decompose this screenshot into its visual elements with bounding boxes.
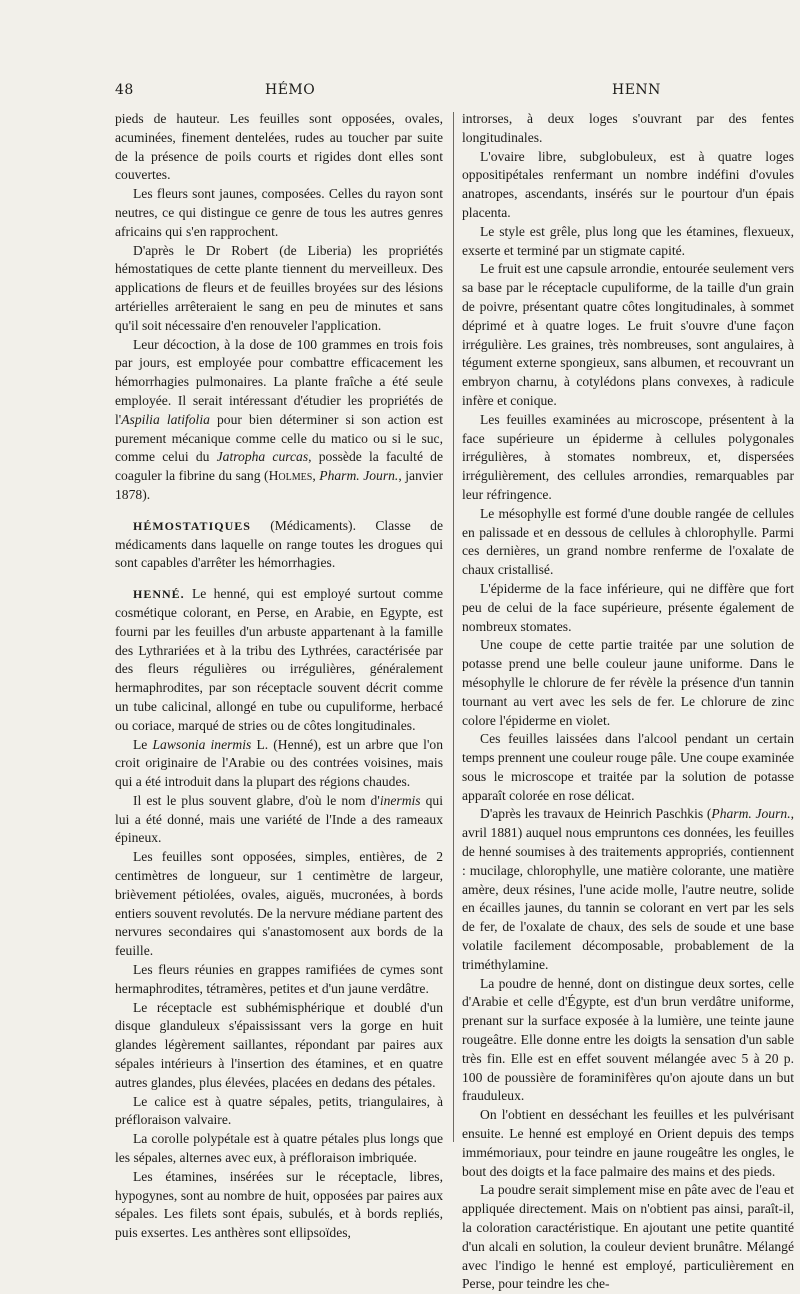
right-column bbox=[462, 110, 794, 1294]
entry-hemostatiques: HÉMOSTATIQUES (Médicaments). Classe de médicaments dans laquelle on range toutes les drogues qui sont capables d'arrêter les hémorrhagies. bbox=[115, 517, 443, 571]
column-divider bbox=[453, 112, 454, 1142]
paragraph: Le style est grêle, plus long que les étamines, flexueux, exserte et terminé par un stigmate capité. bbox=[462, 223, 794, 258]
paragraph: Le calice est à quatre sépales, petits, triangulaires, à préfloraison valvaire. bbox=[115, 1093, 443, 1128]
paragraph: Les feuilles sont opposées, simples, entières, de 2 centimètres de longueur, sur 1 centimètre de largeur, brièvement pétiolées, ovales, aiguës, mucronées, à bords entiers souvent revolutés. De la nervure médiane partent des nervures secondaires qui s'anastomosent aux bords de la feuille. bbox=[115, 849, 444, 959]
paragraph: L'ovaire libre, subglobuleux, est à quatre loges oppositipétales renfermant un nombre indéfini d'ovules anatropes, ascendants, insérés sur le pourtour d'un épais placenta. bbox=[462, 148, 794, 220]
page-number: 48 bbox=[115, 82, 134, 98]
paragraph: Les étamines, insérées sur le réceptacle, libres, hypogynes, sont au nombre de huit, opposées par paires aux sépales. Les filets sont épais, subulés, et à bords repliés, puis exsertes. Les anthères sont ellipsoïdes, bbox=[115, 1168, 443, 1241]
paragraph: On l'obtient en desséchant les feuilles et les pulvérisant ensuite. Le henné est employé en Orient depuis des temps immémoriaux, pour teindre en jaune rougeâtre les ongles, le bout des doigts et la face palmaire des mains et des pieds. bbox=[462, 1107, 794, 1179]
paragraph: Il est le plus souvent glabre, d'où le nom d'inermis qui lui a été donné, mais une variété de l'Inde a des rameaux épineux. bbox=[115, 792, 443, 846]
entry-headword: HÉMOSTATIQUES bbox=[133, 518, 251, 533]
paragraph: D'après le Dr Robert (de Liberia) les propriétés hémostatiques de cette plante tiennent du merveilleux. Des applications de fleurs et de feuilles broyées sur des lésions artérielles arrêteraient le sang en peu de minutes et sans qu'il soit nécessaire d'en renouveler l'application. bbox=[115, 242, 443, 333]
paragraph: pieds de hauteur. Les feuilles sont opposées, ovales, acuminées, finement dentelées, rudes au toucher par suite de la présence de poils courts et rigides dont elles sont couvertes. bbox=[115, 111, 443, 183]
paragraph: L'épiderme de la face inférieure, qui ne diffère que fort peu de celui de la face supérieure, présente également de nombreux stomates. bbox=[462, 580, 794, 634]
species-name: Jatropha curcas bbox=[216, 449, 309, 465]
paragraph: Le fruit est une capsule arrondie, entourée seulement vers sa base par le réceptacle cupuliforme, de la taille d'un grain de poivre, présentant quatre côtes longitudinales, à sommet déprimé et à quatre loges. Le fruit s'ouvre d'une façon irrégulière. Les graines, très nombreuses, sont angulaires, à tégument externe spongieux, sans albumen, et recouvrant un embryon charnu, à cotylédons plans convexes, à radicule infère et conique. bbox=[462, 261, 794, 408]
species-epithet: inermis bbox=[379, 792, 421, 808]
journal-name: Pharm. Journ. bbox=[711, 806, 791, 822]
paragraph: La corolle polypétale est à quatre pétales plus longs que les sépales, alternes avec eux, à préfloraison imbriquée. bbox=[115, 1131, 443, 1166]
paragraph: Les feuilles examinées au microscope, présentent à la face supérieure un épiderme à cellules polygonales irrégulières, à stomates nombreux, et, dispersées irrégulièrement, des cellules arrondies, remarquables par leur réfringence. bbox=[462, 411, 794, 502]
paragraph: introrses, à deux loges s'ouvrant par des fentes longitudinales. bbox=[462, 111, 794, 145]
paragraph: La poudre de henné, dont on distingue deux sortes, celle d'Arabie et celle d'Égypte, est d'un brun verdâtre uniforme, prenant sur la surface exposée à la lumière, une teinte jaune rougeâtre. Elle donne entre les doigts la sensation d'un sable très fin. Elle est en effet souvent mélangée avec 5 à 20 p. 100 de poussière de foraminifères qu'on ajoute dans un but frauduleux. bbox=[462, 975, 794, 1104]
paragraph: Le réceptacle est subhémisphérique et doublé d'un disque glanduleux s'épaississant vers la gorge en huit glandes légèrement saillantes, répondant par paires aux sépales intérieurs à l'insertion des étamines, et en quatre autres glandes, plus élevées, placées en dedans des pétales. bbox=[115, 999, 443, 1090]
journal-name: Pharm. Journ. bbox=[319, 468, 399, 484]
species-name: Lawsonia inermis bbox=[152, 736, 252, 752]
paragraph: Ces feuilles laissées dans l'alcool pendant un certain temps prennent une couleur rouge pâle. Une coupe examinée sous le microscope et traitée par la solution de potasse apparaît colorée en rose délicat. bbox=[462, 731, 794, 803]
right-running-head: HENN bbox=[612, 82, 661, 98]
left-running-head: HÉMO bbox=[265, 82, 316, 98]
paragraph: D'après les travaux de Heinrich Paschkis (Pharm. Journ., avril 1881) auquel nous empruntons ces données, les feuilles de henné soumises à des traitements appropriés, contiennent : mucilage, chlorophylle, une matière colorante, une matière amère, deux résines, l'une acide molle, l'autre neutre, solide en écailles jaunes, du tannin se colorant en vert par les sels de fer, de l'oxalate de chaux, des sels de soude et une base volatile facilement décomposable, probablement de la triméthylamine. bbox=[462, 806, 794, 972]
entry-henne: HENNÉ. Le henné, qui est employé surtout comme cosmétique colorant, en Perse, en Arabie, en Egypte, est fourni par les feuilles d'un arbuste appartenant à la famille des Lythrariées et à la tribu des Lythrées, caractérisée par des fleurs régulières ou irrégulières, généralement hermaphrodites, par son réceptacle souvent décrit comme un tube calicinal, allongé en tube ou cupuliforme, herbacé ou coriace, marqué de stries ou de côtes longitudinales. bbox=[115, 586, 443, 733]
paragraph: Le mésophylle est formé d'une double rangée de cellules en palissade et en dessous de cellules à chlorophylle. Parmi ces dernières, un grand nombre renferme de l'oxalate de chaux cristallisé. bbox=[462, 505, 794, 578]
paragraph: Le Lawsonia inermis L. (Henné), est un arbre que l'on croit originaire de l'Arabie ou des contrées voisines, mais qui a été introduit dans la plupart des régions chaudes. bbox=[115, 736, 443, 790]
author-name: Holmes bbox=[268, 468, 313, 484]
entry-headword: HENNÉ. bbox=[133, 587, 185, 602]
paragraph: Leur décoction, à la dose de 100 grammes en trois fois par jours, est employée pour combattre efficacement les hémorrhagies pulmonaires. La plante fraîche a été seule employée. Il serait intéressant d'étudier les propriétés de l'Aspilia latifolia pour bien déterminer si son action est purement mécanique comme celle du matico ou si le suc, comme celui du Jatropha curcas, possède la faculté de coaguler la fibrine du sang (Holmes, Pharm. Journ., janvier 1878). bbox=[115, 336, 444, 502]
paragraph: Les fleurs sont jaunes, composées. Celles du rayon sont neutres, ce qui distingue ce genre de tous les autres genres africains qui s'en rapprochent. bbox=[115, 186, 443, 239]
paragraph: Les fleurs réunies en grappes ramifiées de cymes sont hermaphrodites, tétramères, petites et d'un jaune verdâtre. bbox=[115, 962, 443, 996]
running-header bbox=[0, 82, 800, 106]
paragraph: La poudre serait simplement mise en pâte avec de l'eau et appliquée directement. Mais on n'obtient pas ainsi, paraît-il, la coloration caractéristique. En ajoutant une petite quantité d'un alcali en solution, la couleur devient brunâtre. Mélangé avec l'indigo le henné est employé, particulièrement en Perse, pour teindre les che- bbox=[462, 1182, 794, 1292]
left-column bbox=[115, 110, 443, 1243]
paragraph: Une coupe de cette partie traitée par une solution de potasse prend une belle couleur jaune uniforme. Dans le mésophylle le chlorure de fer révèle la présence d'un tannin tournant au vert avec les sels de fer. Le chlorure de zinc colore l'épiderme en violet. bbox=[462, 637, 794, 728]
species-name: Aspilia latifolia bbox=[121, 411, 210, 427]
